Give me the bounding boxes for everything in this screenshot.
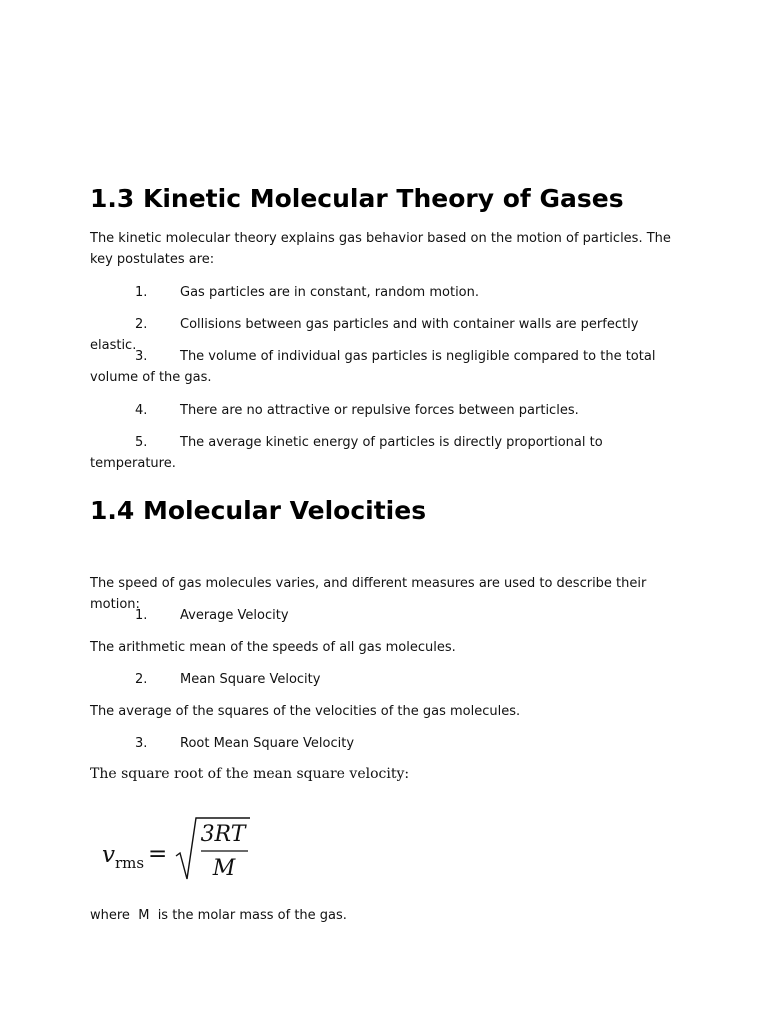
measure-item-mean-square-velocity	[90, 669, 680, 690]
molar-mass-footnote	[90, 905, 680, 926]
measure-name: Root Mean Square Velocity	[180, 736, 355, 751]
list-number: 2.	[135, 672, 148, 687]
measure-description-rms-velocity: The square root of the mean square velocity:	[90, 766, 410, 782]
measure-description-average-velocity: The arithmetic mean of the speeds of all gas molecules.	[90, 640, 456, 655]
intro-paragraph-velocities: The speed of gas molecules varies, and different measures are used to describe their motion:	[90, 576, 647, 612]
formula-numerator: 3RT	[200, 822, 246, 847]
footnote-variable: M	[138, 908, 150, 923]
formula-denominator: M	[212, 856, 236, 881]
measure-item-average-velocity	[90, 605, 680, 626]
postulate-item-3	[90, 346, 680, 388]
postulate-text: Gas particles are in constant, random motion.	[180, 285, 479, 300]
postulate-item-1	[90, 282, 680, 303]
list-number: 3.	[135, 349, 148, 364]
list-number: 1.	[135, 608, 148, 623]
postulate-item-5	[90, 432, 680, 474]
measure-item-rms-velocity	[90, 733, 680, 754]
list-number: 1.	[135, 285, 148, 300]
rms-velocity-formula	[100, 812, 270, 886]
postulate-text: There are no attractive or repulsive forces between particles.	[180, 403, 579, 418]
list-number: 4.	[135, 403, 148, 418]
section-heading-molecular-velocities: 1.4 Molecular Velocities	[90, 496, 427, 525]
postulate-text: The average kinetic energy of particles is directly proportional to temperature.	[90, 435, 603, 471]
section-heading-kinetic-molecular-theory: 1.3 Kinetic Molecular Theory of Gases	[90, 184, 624, 213]
footnote-prefix: where	[90, 908, 135, 923]
list-number: 5.	[135, 435, 148, 450]
postulate-item-4	[90, 400, 680, 421]
postulate-text: The volume of individual gas particles is negligible compared to the total volume of the gas.	[90, 349, 656, 385]
list-number: 3.	[135, 736, 148, 751]
formula-lhs-subscript: rms	[115, 854, 145, 872]
measure-name: Mean Square Velocity	[180, 672, 321, 687]
footnote-suffix: is the molar mass of the gas.	[153, 908, 347, 923]
formula-lhs-variable: v	[102, 842, 115, 868]
intro-paragraph-kinetic-theory: The kinetic molecular theory explains gas behavior based on the motion of particles. The key postulates are:	[90, 231, 671, 267]
list-number: 2.	[135, 317, 148, 332]
postulate-text: Collisions between gas particles and with container walls are perfectly elastic.	[90, 317, 639, 353]
formula-equals-sign: =	[148, 841, 168, 867]
measure-name: Average Velocity	[180, 608, 289, 623]
measure-description-mean-square-velocity: The average of the squares of the velocities of the gas molecules.	[90, 704, 521, 719]
